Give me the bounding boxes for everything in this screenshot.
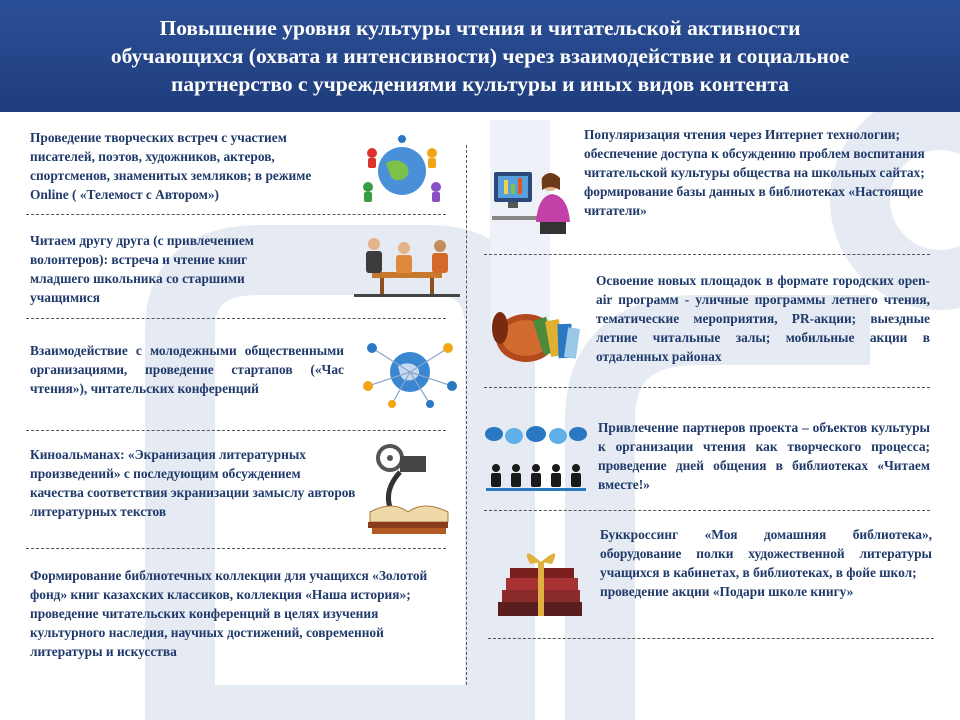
computer-user-icon xyxy=(488,160,576,236)
divider-left-1 xyxy=(26,214,446,215)
divider-right-1 xyxy=(484,254,930,255)
vertical-divider xyxy=(466,145,467,685)
header-banner xyxy=(0,0,960,112)
globe-people-icon xyxy=(352,135,452,205)
gift-books-icon xyxy=(490,542,590,622)
network-globe-icon xyxy=(362,336,458,408)
discussion-group-icon xyxy=(484,424,588,496)
right-item-4-text-2: проведение акции «Подари школе книгу» xyxy=(600,584,854,599)
film-book-icon xyxy=(362,442,454,538)
left-item-4: Киноальманах: «Экранизация литературных произведений» с последующим обсуждением качества соответствия экранизации замыслу авторов литературных текстов xyxy=(30,447,356,519)
right-item-4 xyxy=(600,525,932,601)
left-item-1: Проведение творческих встреч с участием писателей, поэтов, художников, актеров, спортсменов, знаменитых земляков; в режиме Online ( «Телемост с Автором») xyxy=(30,130,312,202)
title-line-3: партнерство с учреждениями культуры и иных видов контента xyxy=(171,72,789,96)
title-line-1: Повышение уровня культуры чтения и читательской активности xyxy=(159,16,801,40)
divider-left-3 xyxy=(26,430,446,431)
left-item-2: Читаем другу друга (с привлечением волонтеров): встреча и чтение книг младшего школьника со старшими учащимися xyxy=(30,233,254,305)
divider-right-2 xyxy=(484,387,930,388)
books-jar-icon xyxy=(486,298,584,364)
right-item-3: Привлечение партнеров проекта – объектов культуры к организации чтения как творческого процесса; проведение дней общения в библиотеках «Читаем вместе!» xyxy=(598,420,930,492)
divider-right-4 xyxy=(488,638,934,639)
right-item-4-text: Буккроссинг «Моя домашняя библиотека», оборудование полки художественной литературы учащихся в кабинетах, в библиотеках, в фойе школ; xyxy=(600,527,932,580)
left-item-5: Формирование библиотечных коллекции для учащихся «Золотой фонд» книг казахских классиков, коллекция «Наша история»; проведение читательских конференций в целях изучения культурного наследия, научных достижений, современной литературы и искусства xyxy=(30,568,428,659)
left-item-3: Взаимодействие с молодежными общественными организациями, проведение стартапов («Час чтения»), читательских конференций xyxy=(30,343,344,396)
title-line-2: обучающихся (охвата и интенсивности) через взаимодействие и социальное xyxy=(110,44,850,68)
meeting-people-icon xyxy=(352,234,462,300)
page-title xyxy=(10,14,950,98)
right-item-1: Популяризация чтения через Интернет технологии; обеспечение доступа к обсуждению проблем воспитания читательской культуры общества на школьных сайтах; формирование базы данных в библиотеках «Настоящие читатели» xyxy=(584,127,925,218)
divider-right-3 xyxy=(484,510,930,511)
divider-left-4 xyxy=(26,548,446,549)
right-item-2: Освоение новых площадок в формате городских open-air программ - уличные программы летнего чтения, тематические мероприятия, PR-акции; выездные летние читальные залы; мобильные акции в отдаленных районах xyxy=(596,273,930,364)
divider-left-2 xyxy=(26,318,446,319)
